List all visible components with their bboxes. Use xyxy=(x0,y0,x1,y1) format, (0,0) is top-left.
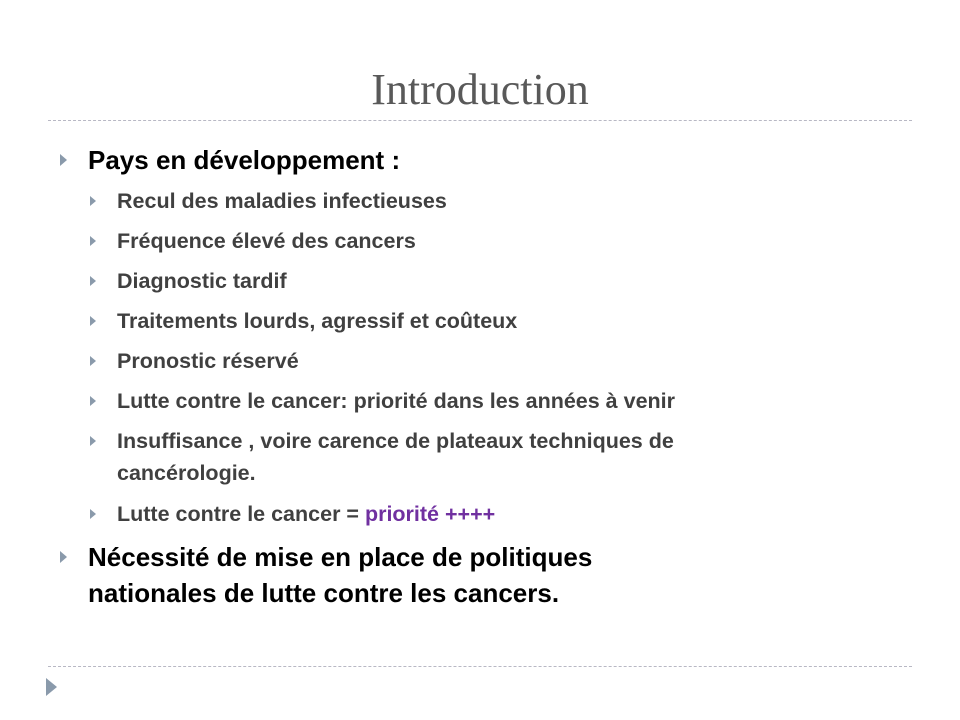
sub-item-frequence: Fréquence élevé des cancers xyxy=(117,229,416,253)
triangle-bullet-icon xyxy=(90,396,96,406)
sub-item-traitements: Traitements lourds, agressif et coûteux xyxy=(117,309,518,333)
triangle-bullet-icon xyxy=(60,154,67,166)
triangle-bullet-icon xyxy=(90,509,96,519)
priority-highlight: priorité ++++ xyxy=(364,502,496,526)
triangle-bullet-icon xyxy=(90,356,96,366)
triangle-bullet-icon xyxy=(90,196,96,206)
triangle-bullet-icon xyxy=(90,316,96,326)
bullet-item-pays: Pays en développement : xyxy=(88,145,401,175)
triangle-bullet-icon xyxy=(90,236,96,246)
sub-item-lutte-egal xyxy=(117,500,495,528)
sub-item-insuffisance-line2: cancérologie. xyxy=(117,461,256,485)
sub-item-lutte-egal-prefix: Lutte contre le cancer = xyxy=(117,502,365,526)
sub-item-diagnostic: Diagnostic tardif xyxy=(117,269,287,293)
triangle-bullet-icon xyxy=(60,551,67,563)
triangle-bullet-icon xyxy=(90,276,96,286)
bullet-item-necessite-line1: Nécessité de mise en place de politiques xyxy=(88,542,593,572)
sub-item-insuffisance-line1: Insuffisance , voire carence de plateaux techniques de xyxy=(117,429,674,453)
sub-item-pronostic: Pronostic réservé xyxy=(117,349,299,373)
footer-divider xyxy=(48,666,912,667)
slide-title: Introduction xyxy=(371,65,589,114)
slide-nav-triangle-icon xyxy=(46,678,57,696)
sub-item-recul: Recul des maladies infectieuses xyxy=(117,189,447,213)
triangle-bullet-icon xyxy=(90,436,96,446)
title-divider xyxy=(48,120,912,121)
bullet-item-necessite-line2: nationales de lutte contre les cancers. xyxy=(88,578,560,608)
sub-item-lutte-priorite: Lutte contre le cancer: priorité dans les années à venir xyxy=(117,389,676,413)
